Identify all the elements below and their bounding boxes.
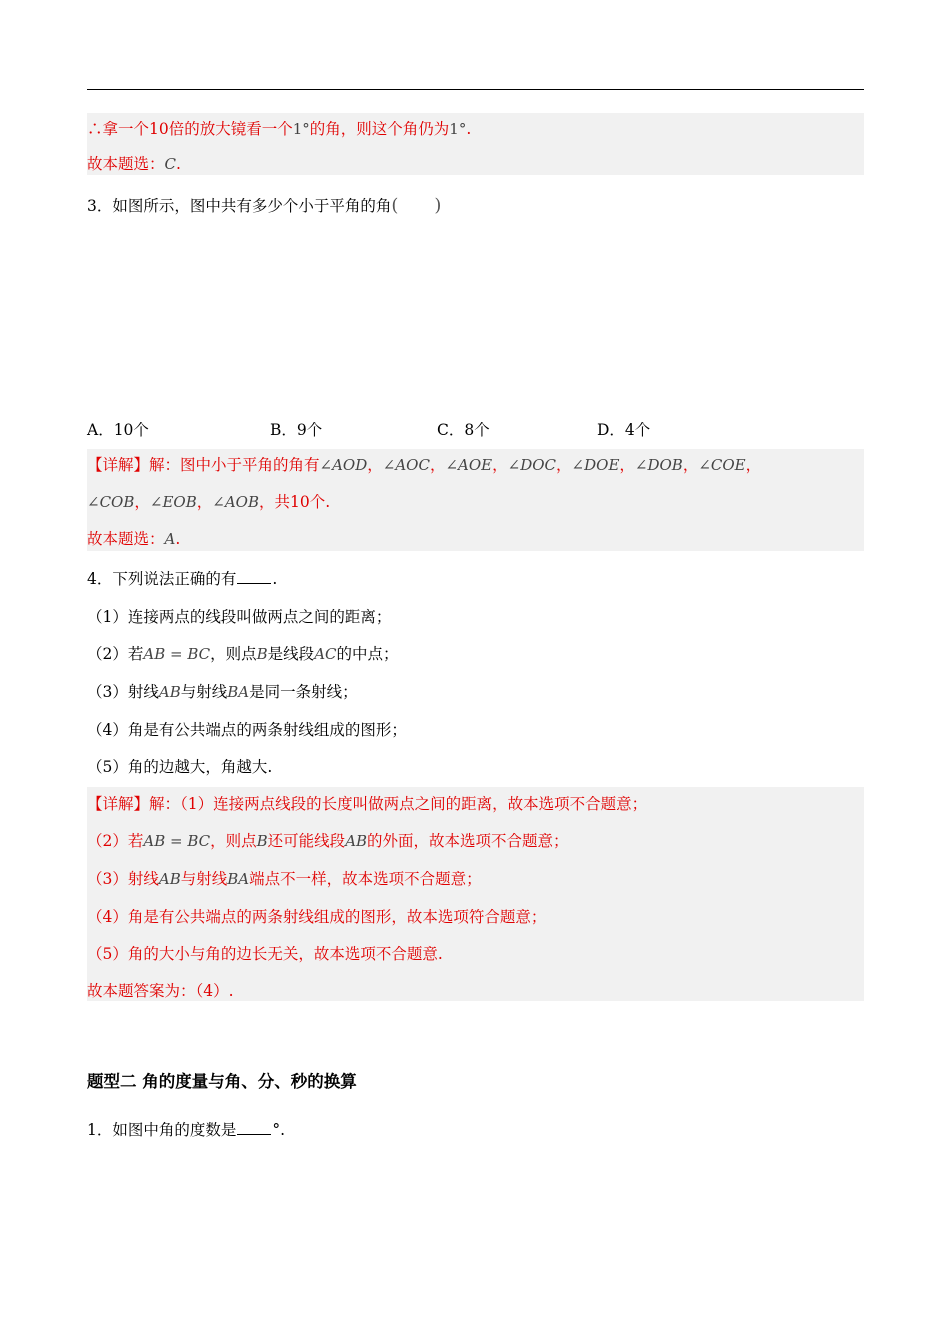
question-text: 3．如图所示，图中共有多少个小于平角的角 <box>87 197 392 215</box>
header-rule <box>87 89 864 90</box>
separator: ， <box>429 456 446 474</box>
statement-4: （4）角是有公共端点的两条射线组成的图形； <box>87 721 407 739</box>
ray-label: BA <box>227 683 250 701</box>
previous-answer-block <box>87 113 864 175</box>
option-d: D．4个 <box>597 421 651 439</box>
statement-1: （1）连接两点的线段叫做两点之间的距离； <box>87 608 392 626</box>
ray-label: AB <box>158 870 181 888</box>
separator: ， <box>682 456 699 474</box>
option-a: A．10个 <box>87 421 149 439</box>
detail-text: 还可能线段 <box>267 832 346 850</box>
angle: ∠DOE <box>571 456 620 474</box>
detail-line-1 <box>87 794 647 814</box>
question-text: 4．下列说法正确的有 <box>87 570 237 588</box>
angle: ∠COB <box>87 493 135 511</box>
detail-line-4: （4）角是有公共端点的两条射线组成的图形，故本选项符合题意； <box>87 908 547 926</box>
period: . <box>176 155 181 173</box>
statement-5: （5）角的边越大，角越大. <box>87 758 273 776</box>
statement-3 <box>87 682 358 702</box>
angle: ∠EOB <box>149 493 197 511</box>
detail-line-2 <box>87 831 569 851</box>
angle: ∠AOC <box>382 456 430 474</box>
degree-unit: °. <box>272 1121 286 1139</box>
detail-text: （2）若 <box>87 832 144 850</box>
detail-line-5: （5）角的大小与角的边长无关，故本选项不合题意. <box>87 945 443 963</box>
answer-blank <box>237 1120 271 1135</box>
angle: ∠AOB <box>212 493 259 511</box>
section-2-question-1 <box>87 1120 285 1140</box>
answer-choice: A <box>164 530 176 548</box>
detail-text: 解：（1）连接两点线段的长度叫做两点之间的距离，故本选项不合题意； <box>149 795 648 813</box>
angle: ∠DOB <box>634 456 683 474</box>
period: . <box>175 530 181 548</box>
statement-text: ，则点 <box>210 645 257 663</box>
segment-label: AB <box>345 832 368 850</box>
option-b: B．9个 <box>270 421 323 439</box>
angle-value: 1° <box>449 120 467 138</box>
statement-text: （2）若 <box>87 645 144 663</box>
segment-label: AC <box>314 645 337 663</box>
separator: ， <box>134 493 150 511</box>
ray-label: AB <box>158 683 181 701</box>
question-text: 1．如图中角的度数是 <box>87 1121 237 1139</box>
answer-blank <box>237 569 271 584</box>
therefore-text: ∴拿一个10倍的放大镜看一个 <box>87 120 293 138</box>
question-4-detail-block <box>87 787 864 1001</box>
detail-answer <box>87 529 180 549</box>
angle: ∠AOD <box>319 456 368 474</box>
separator: ， <box>556 456 572 474</box>
separator: ， <box>196 493 213 511</box>
separator: ， <box>619 456 635 474</box>
detail-tag: 【详解】 <box>87 456 150 474</box>
previous-answer-line-2 <box>87 154 181 174</box>
question-4 <box>87 569 277 589</box>
period: . <box>466 120 472 138</box>
statement-text: 是同一条射线； <box>249 683 358 701</box>
angle-value: 1° <box>292 120 310 138</box>
statement-text: （3）射线 <box>87 683 159 701</box>
statement-text: 与射线 <box>180 683 228 701</box>
detail-text: 与射线 <box>180 870 228 888</box>
detail-line-2 <box>87 492 330 512</box>
detail-text: 解：图中小于平角的角有 <box>149 456 320 474</box>
statement-2 <box>87 644 399 664</box>
point-label: B <box>256 832 268 850</box>
angle: ∠DOC <box>507 456 557 474</box>
separator: ， <box>367 456 383 474</box>
separator: ， <box>745 456 762 474</box>
detail-line-1 <box>87 455 761 475</box>
answer-label: 故本题选： <box>87 530 165 548</box>
previous-answer-line-1 <box>87 119 471 139</box>
separator: ， <box>492 456 508 474</box>
separator: ， <box>258 493 275 511</box>
detail-line-3 <box>87 869 482 889</box>
detail-text: 端点不一样，故本选项不合题意； <box>249 870 482 888</box>
detail-text: （3）射线 <box>87 870 159 888</box>
question-3-detail-block <box>87 449 864 551</box>
angle: ∠COE <box>698 456 746 474</box>
equation: AB = BC <box>143 645 211 663</box>
answer-choice: C <box>164 155 176 173</box>
option-c: C．8个 <box>437 421 490 439</box>
answer-text: 的角，则这个角仍为 <box>309 120 450 138</box>
detail-tag: 【详解】 <box>87 795 150 813</box>
answer-bracket: ( ) <box>391 195 442 216</box>
section-heading: 题型二 角的度量与角、分、秒的换算 <box>87 1072 357 1091</box>
angle: ∠AOE <box>445 456 493 474</box>
detail-text: 的外面，故本选项不合题意； <box>367 832 569 850</box>
point-label: B <box>256 645 268 663</box>
answer-label: 故本题选： <box>87 155 165 173</box>
detail-conclusion: 共10个. <box>274 493 331 511</box>
detail-answer: 故本题答案为：（4）. <box>87 982 234 1000</box>
detail-text: ，则点 <box>210 832 257 850</box>
ray-label: BA <box>227 870 250 888</box>
question-3 <box>87 196 441 216</box>
statement-text: 是线段 <box>267 645 315 663</box>
statement-text: 的中点； <box>336 645 399 663</box>
period: . <box>272 570 278 588</box>
equation: AB = BC <box>143 832 211 850</box>
